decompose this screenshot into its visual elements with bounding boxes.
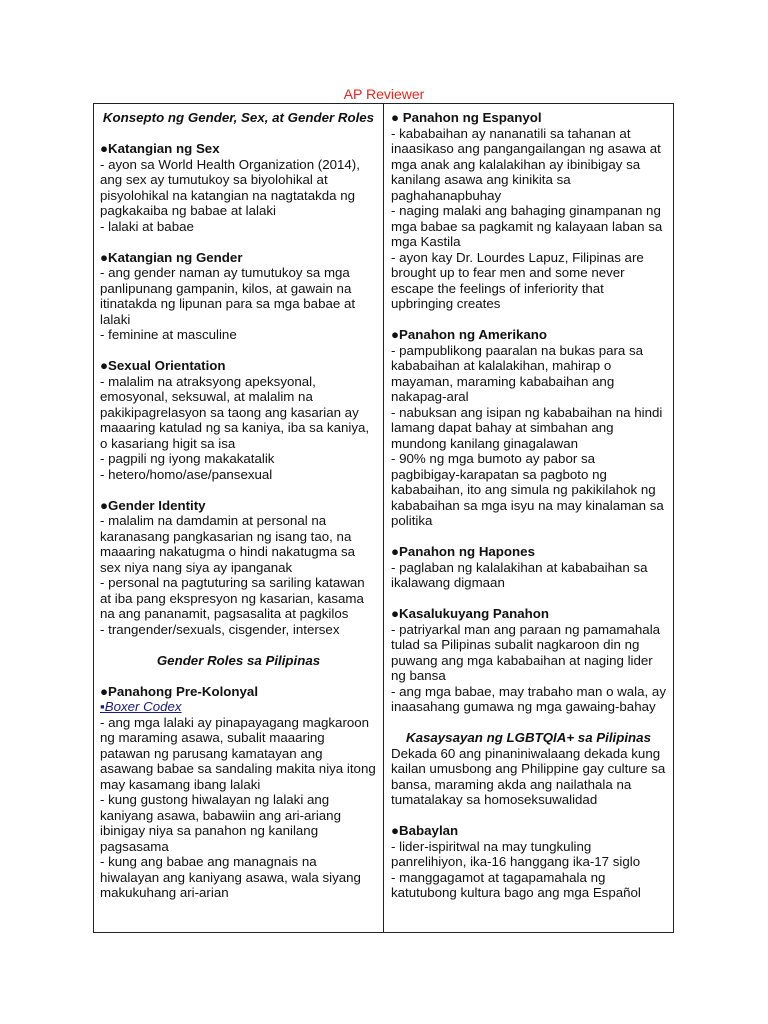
section-title: ●Gender Identity bbox=[100, 497, 206, 513]
section-sexual-orientation bbox=[100, 358, 377, 482]
bullet-line: - 90% ng mga bumoto ay pabor sa pagbibigay-karapatan sa pagboto ng kababaihan, ito ang simula ng pakikilahok ng kababaihan sa mga isyu na may kinalaman sa politika bbox=[391, 451, 664, 528]
section-title: ●Panahon ng Hapones bbox=[391, 544, 535, 559]
section-heading-gender-roles: Gender Roles sa Pilipinas bbox=[156, 652, 321, 668]
section-title: ●Kasalukuyang Panahon bbox=[391, 606, 550, 621]
boxer-codex-label: ▪Boxer Codex bbox=[100, 699, 182, 714]
section-title: ●Panahong Pre-Kolonyal bbox=[100, 683, 259, 699]
section-gender-identity bbox=[100, 498, 377, 638]
section-heading-lgbtqia: Kasaysayan ng LGBTQIA+ sa Pilipinas bbox=[406, 730, 651, 745]
bullet-line: - pagpili ng iyong makakatalik bbox=[100, 451, 275, 466]
bullet-line: - feminine at masculine bbox=[100, 327, 237, 342]
bullet-line: - pampublikong paaralan na bukas para sa kababaihan at kalalakihan, mahirap o mayaman, maraming kababaihan ang nakapag-aral bbox=[391, 342, 644, 404]
bullet-line: - kung ang babae ang managnais na hiwalayan ang kaniyang asawa, wala siyang makukuhang ari-arian bbox=[100, 854, 361, 900]
section-gender bbox=[100, 250, 377, 343]
bullet-line: - patriyarkal man ang paraan ng pamamahala tulad sa Pilipinas subalit nagkaroon din ng puwang ang mga kababaihan at naging lider ng bansa bbox=[391, 621, 661, 683]
bullet-line: - nabuksan ang isipan ng kababaihan na hindi lamang dapat bahay at simbahan ang mundong kanilang ginagalawan bbox=[391, 404, 663, 451]
bullet-line: - paglaban ng kalalakihan at kababaihan sa ikalawang digmaan bbox=[391, 559, 648, 590]
bullet-line: - hetero/homo/ase/pansexual bbox=[100, 466, 273, 482]
bullet-line: - kung gustong hiwalayan ng lalaki ang kaniyang asawa, babawiin ang ari-ariang ibinigay niya sa panahon ng kanilang pagsasama bbox=[100, 792, 341, 854]
bullet-line: - ang mga babae, may trabaho man o wala, ay inaasahang gumawa ng mga gawaing-bahay bbox=[391, 683, 666, 714]
section-title: ●Babaylan bbox=[391, 823, 459, 838]
left-column bbox=[94, 104, 384, 932]
bullet-line: - ang gender naman ay tumutukoy sa mga panlipunang gampanin, kilos, at gawain na itinatakda ng lipunan para sa mga babae at lalaki bbox=[100, 265, 356, 327]
section-amerikano bbox=[391, 327, 666, 529]
bullet-line: - ang mga lalaki ay pinapayagang magkaroon ng maraming asawa, subalit maaaring patawan ng parusang kamatayan ang asawang babae sa sandaling makita niya itong may kasamang ibang lalaki bbox=[100, 714, 376, 792]
section-title: ●Panahon ng Amerikano bbox=[391, 327, 548, 342]
bullet-line: - kababaihan ay nananatili sa tahanan at inaasikaso ang pangangailangan ng asawa at mga anak ang kalalakihan ay ibinibigay sa kanilang asawa ang kinikita sa paghahanapbuhay bbox=[391, 125, 661, 203]
section-title: ●Katangian ng Sex bbox=[100, 141, 220, 156]
bullet-line: - personal na pagtuturing sa sariling katawan at iba pang ekspresyon ng kasarian, kasama na ang pananamit, pagsasalita at pagkilos bbox=[100, 575, 365, 621]
section-espanyol bbox=[391, 110, 666, 312]
right-column bbox=[384, 104, 672, 932]
bullet-line: - lider-ispiritwal na may tungkuling panrelihiyon, ika-16 hanggang ika-17 siglo bbox=[391, 838, 641, 869]
bullet-line: - ayon sa World Health Organization (2014), ang sex ay tumutukoy sa biyolohikal at pisyolohikal na katangian na nagtatakda ng pagkakaiba ng babae at lalaki bbox=[100, 156, 360, 218]
section-title: ●Sexual Orientation bbox=[100, 358, 226, 373]
bullet-line: - lalaki at babae bbox=[100, 218, 194, 234]
section-prekolonyal bbox=[100, 684, 377, 901]
bullet-line: - malalim na atraksyong apeksyonal, emosyonal, seksuwal, at malalim na pakikipagrelasyon sa taong ang kasarian ay maaaring katulad ng sa kaniya, iba sa kaniya, o kasariang higit sa isa bbox=[100, 373, 370, 451]
bullet-line: - naging malaki ang bahaging ginampanan ng mga babae sa pagkamit ng kalayaan laban sa mga Kastila bbox=[391, 203, 663, 249]
bullet-line: - manggagamot at tagapamahala ng katutubong kultura bago ang mga Español bbox=[391, 869, 641, 900]
lgbtqia-paragraph: Dekada 60 ang pinaniniwalaang dekada kung kailan umusbong ang Philippine gay culture sa bansa, maraming akda ang nailathala na tumatalakay sa homoseksuwalidad bbox=[391, 745, 666, 807]
section-babaylan bbox=[391, 823, 666, 901]
section-title: ● Panahon ng Espanyol bbox=[391, 110, 542, 125]
bullet-line: - ayon kay Dr. Lourdes Lapuz, Filipinas are brought up to fear men and some never escape the feelings of inferiority that upbringing creates bbox=[391, 249, 644, 311]
reviewer-table bbox=[93, 103, 674, 933]
section-kasalukuyan bbox=[391, 606, 666, 715]
section-title: ●Katangian ng Gender bbox=[100, 249, 243, 265]
page-title: AP Reviewer bbox=[343, 86, 425, 102]
bullet-line: - trangender/sexuals, cisgender, intersex bbox=[100, 621, 340, 637]
section-hapones bbox=[391, 544, 666, 591]
bullet-line: - malalim na damdamin at personal na karanasang pangkasarian ng isang tao, na maaaring nakatugma o hindi nakatugma sa sex niya nang siya ay ipanganak bbox=[100, 513, 356, 575]
section-sex bbox=[100, 141, 377, 234]
section-heading-konsepto: Konsepto ng Gender, Sex, at Gender Roles bbox=[102, 110, 375, 125]
